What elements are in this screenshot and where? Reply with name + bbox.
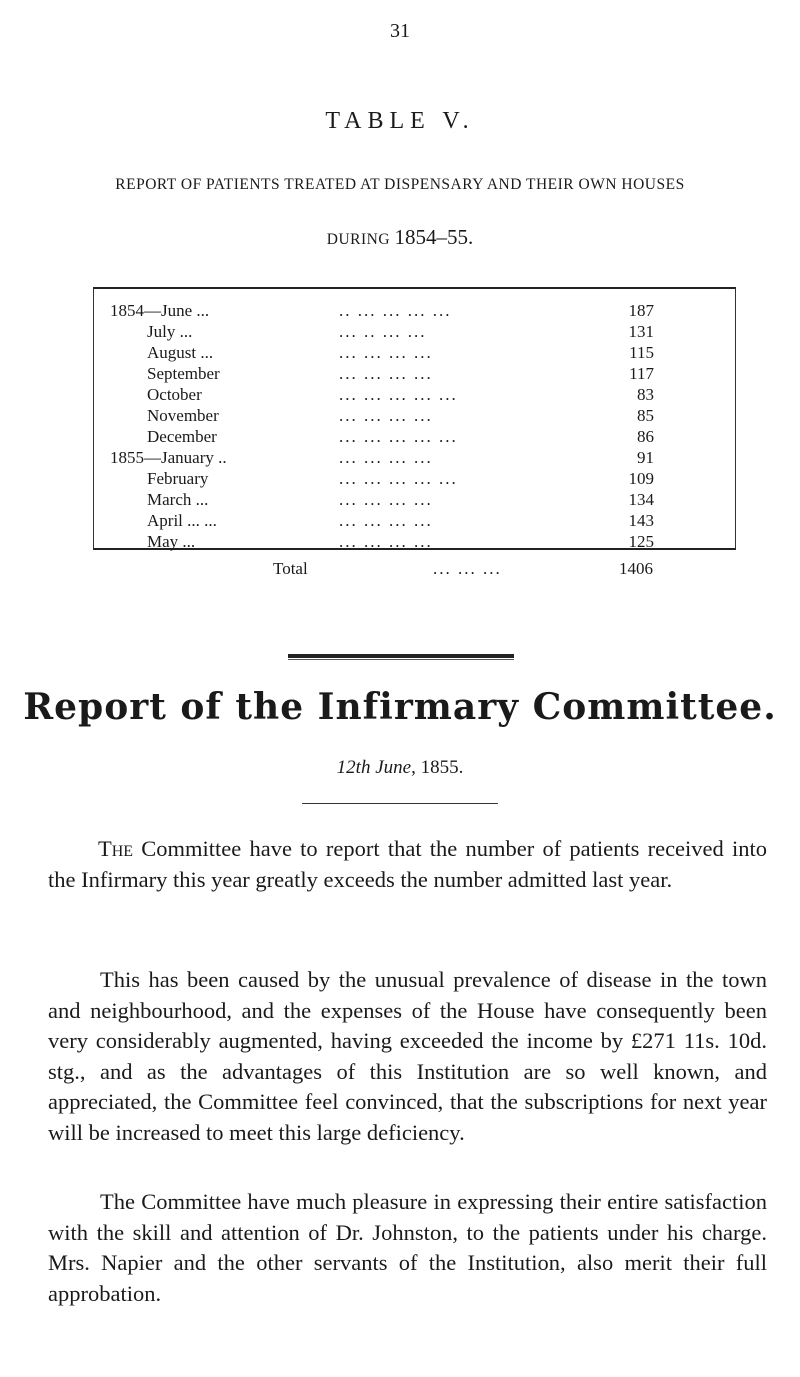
- row-label: July ...: [147, 322, 193, 341]
- row-value: 86: [637, 427, 654, 446]
- table-subtitle-period: [0, 225, 800, 250]
- row-value: 125: [628, 532, 654, 551]
- row-value: 83: [637, 385, 654, 404]
- row-dots: ... ... ... ...: [339, 532, 433, 551]
- row-dots: ... ... ... ...: [339, 343, 433, 362]
- table-title: TABLE V.: [325, 108, 475, 134]
- paragraph-1-text: Committee have to report that the number of patients received into the Infirmary this year greatly exceeds the number admitted last year.: [48, 836, 768, 892]
- table-row: [94, 385, 737, 407]
- table-row: [94, 301, 737, 323]
- row-dots: ... ... ... ...: [339, 364, 433, 383]
- ornamental-rule: [0, 654, 800, 662]
- row-label: September: [147, 364, 220, 383]
- sum-rule: [640, 549, 685, 550]
- table-row: [94, 490, 737, 512]
- row-value: 91: [637, 448, 654, 467]
- rule-thick: [288, 654, 514, 658]
- paragraph-1: [48, 834, 767, 895]
- row-label: December: [147, 427, 217, 446]
- report-title: Report of the Infirmary Committee.: [23, 686, 777, 728]
- total-value: 1406: [619, 559, 653, 578]
- patients-table: [93, 287, 736, 550]
- row-dots: ... .. ... ...: [339, 322, 427, 341]
- table-row: [94, 532, 737, 554]
- report-date: [0, 757, 800, 779]
- row-label: October: [147, 385, 202, 404]
- row-dots: ... ... ... ...: [339, 490, 433, 509]
- table-subtitle-years: 1854–55.: [394, 225, 474, 249]
- table-subtitle-prefix: DURING: [326, 231, 391, 248]
- row-label: August ...: [147, 343, 214, 362]
- row-label: February: [147, 469, 209, 488]
- row-value: 131: [628, 322, 654, 341]
- row-dots: ... ... ... ... ...: [339, 469, 458, 488]
- table-row: [94, 322, 737, 344]
- paragraph-2: This has been caused by the unusual prevalence of disease in the town and neighbourhood, and the expenses of the House have consequently been very considerably augmented, having exceeded the income by £271 11s. 10d. stg., and as the advantages of this Institution are so well known, and appreciated, the Committee feel convinced, that the subscriptions for next year will be increased to meet this large deficiency.: [48, 967, 767, 1145]
- table-row: [94, 427, 737, 449]
- row-label: November: [147, 406, 219, 425]
- total-dots: ... ... ...: [433, 559, 502, 578]
- report-date-year: 1855.: [420, 757, 464, 778]
- row-value: 85: [637, 406, 654, 425]
- table-row: [94, 406, 737, 428]
- table-row: [94, 511, 737, 533]
- row-value: 109: [628, 469, 654, 488]
- table-row: [94, 364, 737, 386]
- table-row: [94, 469, 737, 491]
- row-dots: ... ... ... ...: [339, 406, 433, 425]
- row-dots: .. ... ... ... ...: [339, 301, 452, 320]
- row-label: March ...: [147, 490, 209, 509]
- divider: [302, 803, 498, 804]
- table-subtitle: REPORT OF PATIENTS TREATED AT DISPENSARY AND THEIR OWN HOUSES: [115, 176, 685, 193]
- total-label: Total: [273, 559, 308, 578]
- row-dots: ... ... ... ...: [339, 511, 433, 530]
- rule-thin: [288, 659, 514, 660]
- table-total-row: [93, 559, 736, 581]
- row-label: April ... ...: [147, 511, 217, 530]
- row-label: May ...: [147, 532, 196, 551]
- row-dots: ... ... ... ... ...: [339, 385, 458, 404]
- report-date-day: 12th June,: [336, 757, 416, 778]
- row-value: 187: [628, 301, 654, 320]
- row-dots: ... ... ... ... ...: [339, 427, 458, 446]
- table-row: [94, 448, 737, 470]
- row-value: 115: [629, 343, 654, 362]
- row-value: 117: [629, 364, 654, 383]
- row-label: 1855—January ..: [110, 448, 227, 467]
- page-number: 31: [390, 20, 410, 42]
- row-label: 1854—June ...: [110, 301, 210, 320]
- row-value: 134: [628, 490, 654, 509]
- paragraph-3: The Committee have much pleasure in expressing their entire satisfaction with the skill and attention of Dr. Johnston, to the patients under his charge. Mrs. Napier and the other servants of the Institution, also merit their full approbation.: [48, 1189, 767, 1306]
- table-row: [94, 343, 737, 365]
- row-value: 143: [628, 511, 654, 530]
- paragraph-lead-word: The: [98, 836, 134, 861]
- row-dots: ... ... ... ...: [339, 448, 433, 467]
